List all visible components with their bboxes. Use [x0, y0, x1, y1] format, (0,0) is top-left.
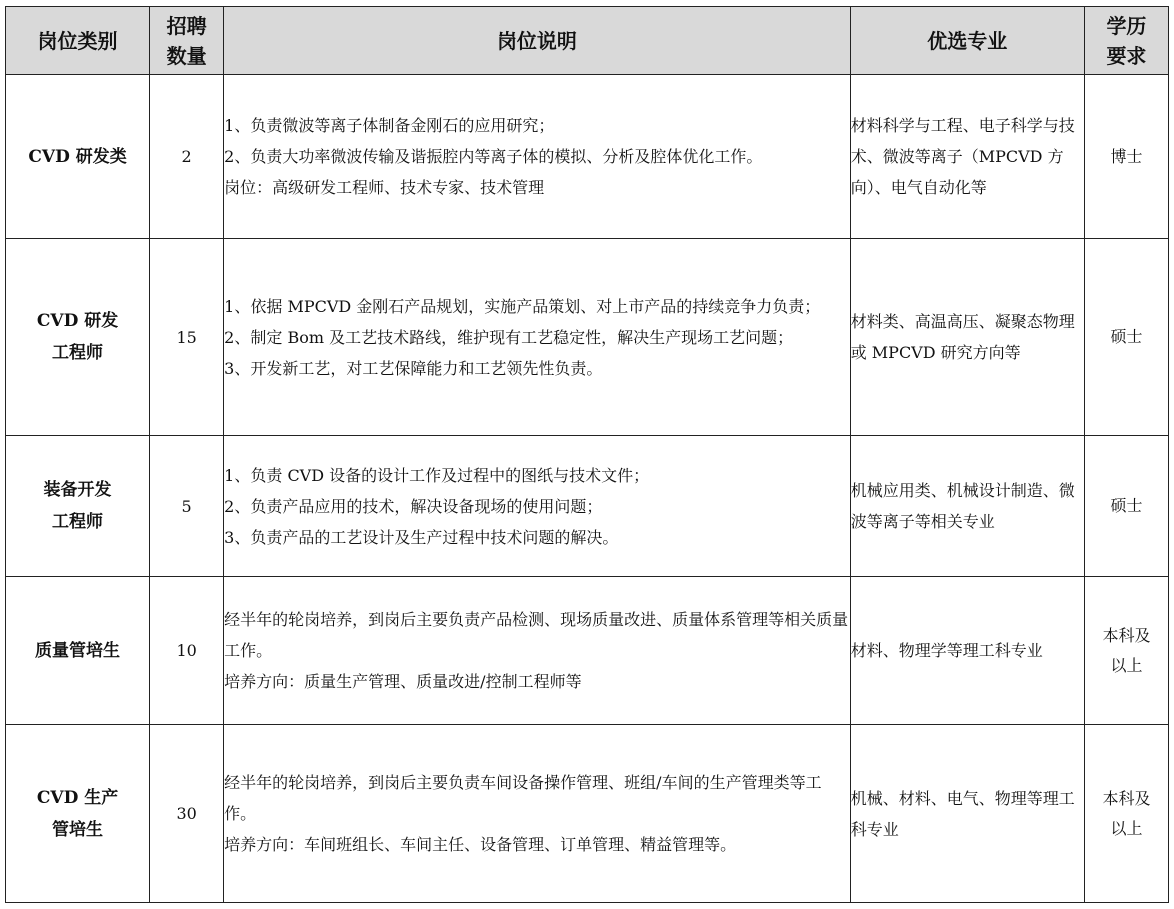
cell-text-line: CVD 生产 [36, 787, 119, 808]
row-education [1084, 725, 1168, 903]
cell-text-line: 本科及 [1102, 788, 1151, 808]
cell-text-line: 博士 [1110, 146, 1143, 166]
description-item: 2、负责大功率微波传输及谐振腔内等离子体的模拟、分析及腔体优化工作。 [224, 147, 763, 166]
row-category [6, 436, 150, 577]
description-item: 3、开发新工艺，对工艺保障能力和工艺领先性负责。 [224, 358, 603, 378]
description-item: 1、依据 MPCVD 金刚石产品规划，实施产品策划、对上市产品的持续竞争力负责； [224, 296, 821, 316]
table-row [6, 577, 1169, 725]
table-row [6, 725, 1169, 903]
row-education [1084, 577, 1168, 725]
cell-text-line: CVD 研发类 [28, 146, 127, 167]
row-major: 材料科学与工程、电子科学与技术、微波等离子（MPCVD 方向）、电气自动化等 [850, 75, 1084, 239]
description-item: 2、制定 Bom 及工艺技术路线，维护现有工艺稳定性，解决生产现场工艺问题； [224, 327, 794, 347]
row-count: 10 [150, 577, 224, 725]
row-category [6, 577, 150, 725]
table-body [6, 75, 1169, 903]
cell-text-line: 硕士 [1110, 496, 1143, 515]
row-major: 机械、材料、电气、物理等理工科专业 [850, 725, 1084, 903]
row-count: 30 [150, 725, 224, 903]
cell-text-line: 要求 [1106, 43, 1147, 68]
description-item: 培养方向：车间班组长、车间主任、设备管理、订单管理、精益管理等。 [224, 835, 737, 854]
row-description [224, 436, 851, 577]
header-major: 优选专业 [850, 7, 1084, 75]
row-education [1084, 239, 1168, 436]
cell-text-line: 装备开发 [43, 480, 112, 500]
row-category [6, 239, 150, 436]
table-row [6, 239, 1169, 436]
description-item: 1、负责 CVD 设备的设计工作及过程中的图纸与技术文件； [224, 465, 650, 485]
row-count: 5 [150, 436, 224, 577]
description-item: 经半年的轮岗培养，到岗后主要负责车间设备操作管理、班组/车间的生产管理类等工作。 [224, 773, 822, 823]
cell-text-line: 管培生 [52, 819, 104, 840]
row-education [1084, 75, 1168, 239]
cell-text-line: 本科及 [1102, 625, 1151, 645]
header-count [150, 7, 224, 75]
table-header [6, 7, 1169, 75]
description-item: 3、负责产品的工艺设计及生产过程中技术问题的解决。 [224, 527, 619, 547]
row-education [1084, 436, 1168, 577]
description-item: 1、负责微波等离子体制备金刚石的应用研究； [224, 116, 555, 135]
row-category [6, 75, 150, 239]
cell-text-line: CVD 研发 [36, 311, 119, 331]
table-row [6, 436, 1169, 577]
header-row [6, 7, 1169, 75]
header-education [1084, 7, 1168, 75]
description-item: 2、负责产品应用的技术，解决设备现场的使用问题； [224, 496, 603, 516]
cell-text-line: 以上 [1110, 818, 1143, 838]
row-category [6, 725, 150, 903]
row-major: 材料类、高温高压、凝聚态物理或 MPCVD 研究方向等 [850, 239, 1084, 436]
cell-text-line: 硕士 [1110, 327, 1143, 346]
cell-text-line: 质量管培生 [35, 640, 121, 661]
cell-text-line: 招聘 [166, 13, 207, 38]
table-row [6, 75, 1169, 239]
recruitment-table [5, 6, 1169, 903]
description-item: 经半年的轮岗培养，到岗后主要负责产品检测、现场质量改进、质量体系管理等相关质量工作。 [224, 610, 849, 660]
cell-text-line: 学历 [1106, 13, 1147, 38]
row-major: 机械应用类、机械设计制造、微波等离子等相关专业 [850, 436, 1084, 577]
cell-text-line: 以上 [1110, 655, 1143, 675]
row-major: 材料、物理学等理工科专业 [850, 577, 1084, 725]
header-category: 岗位类别 [6, 7, 150, 75]
row-description [224, 725, 851, 903]
description-item: 培养方向：质量生产管理、质量改进/控制工程师等 [224, 672, 582, 691]
description-item: 岗位：高级研发工程师、技术专家、技术管理 [224, 178, 545, 197]
cell-text-line: 数量 [166, 43, 207, 68]
row-count: 15 [150, 239, 224, 436]
row-description [224, 239, 851, 436]
cell-text-line: 工程师 [52, 512, 104, 532]
cell-text-line: 工程师 [52, 343, 104, 363]
row-count: 2 [150, 75, 224, 239]
row-description [224, 577, 851, 725]
header-description: 岗位说明 [224, 7, 851, 75]
row-description [224, 75, 851, 239]
